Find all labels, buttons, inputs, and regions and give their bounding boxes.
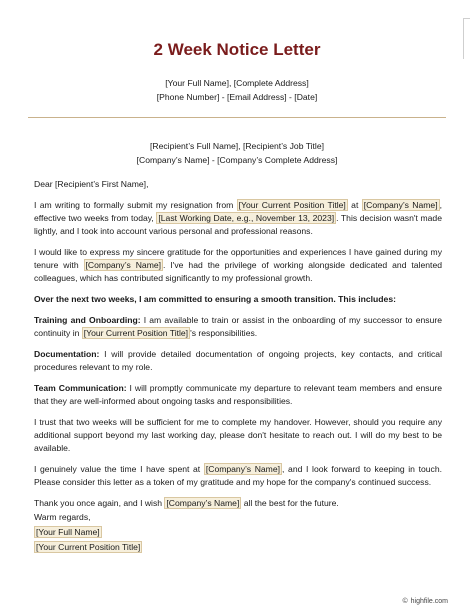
item-label: Documentation: (34, 349, 100, 359)
placeholder-field: [Last Working Date, e.g., November 13, 2023] (158, 213, 335, 223)
signature-name: [Your Full Name] (36, 527, 100, 537)
item-label: Training and Onboarding: (34, 315, 141, 325)
paragraph-training (34, 314, 442, 340)
footer-site: highfile.com (410, 598, 448, 605)
text-span: I will promptly communicate my departure to relevant team members and ensure that they are well-informed about ongoing tasks and responsibilities. (34, 383, 442, 406)
paragraph-value (34, 463, 442, 489)
bold-text: Over the next two weeks, I am committed to ensuring a smooth transition. This includes: (34, 294, 396, 304)
paragraph-thanks (34, 497, 442, 510)
placeholder-field: [Your Current Position Title] (83, 328, 189, 338)
recipient-block (0, 139, 474, 167)
text-span: I am writing to formally submit my resignation from (34, 200, 237, 210)
text-span: I would like to express my sincere gratitude for the opportunities and experiences I have gained during my tenure with (34, 247, 442, 270)
paragraph-handover: I trust that two weeks will be sufficient for me to complete my handover. However, should you require any additional support beyond my last working day, please don't hesitate to reach out. I will do my best to be available. (34, 417, 442, 453)
footer (402, 598, 448, 605)
placeholder-field: [Company’s Name] (205, 464, 281, 474)
header-divider (28, 117, 446, 118)
paragraph-transition-heading (34, 293, 442, 306)
text-span: . I've had the privilege of working alongside dedicated and talented colleagues, which has contributed significantly to my professional growth. (34, 260, 443, 283)
text-span: Thank you once again, and I wish (34, 498, 165, 508)
text-span: , effective two weeks from today, (34, 200, 442, 223)
paragraph-documentation (34, 348, 442, 374)
text-span: . This decision wasn't made lightly, and I took into account various personal and professional reasons. (34, 213, 442, 236)
placeholder-field: [Company’s Name] (85, 260, 162, 270)
text-span: all the best for the future. (241, 498, 339, 508)
copyright-icon: © (402, 598, 408, 605)
sender-block (0, 76, 474, 104)
sender-line-2: [Phone Number] - [Email Address] - [Date] (156, 92, 318, 102)
signature-block (34, 510, 142, 555)
text-span: I am available to train or assist in the onboarding of my successor to ensure continuity in (34, 315, 442, 338)
recipient-line-1: [Recipient’s Full Name], [Recipient’s Job Title] (149, 141, 325, 151)
placeholder-field: [Your Current Position Title] (238, 200, 346, 210)
text-span: at (347, 200, 362, 210)
closing-regards: Warm regards, (34, 512, 91, 522)
placeholder-field: [Company’s Name] (166, 498, 240, 508)
paragraph-team-communication (34, 382, 442, 408)
greeting: Dear [Recipient’s First Name], (34, 179, 149, 189)
text-span: I will provide detailed documentation of ongoing projects, key contacts, and critical procedures relevant to my role. (34, 349, 442, 372)
item-label: Team Communication: (34, 383, 127, 393)
paragraph-gratitude (34, 246, 442, 285)
text-span: I genuinely value the time I have spent at (34, 464, 204, 474)
letter-body (34, 178, 442, 518)
paragraph-resignation (34, 199, 442, 238)
text-span: , and I look forward to keeping in touch. Please consider this letter as a token of my gratitude and my hope for the company's continued success. (34, 464, 442, 487)
placeholder-field: [Company’s Name] (363, 200, 438, 210)
sender-line-1: [Your Full Name], [Complete Address] (165, 78, 309, 88)
signature-position: [Your Current Position Title] (36, 542, 141, 552)
text-span: 's responsibilities. (190, 328, 258, 338)
page-title: 2 Week Notice Letter (153, 40, 321, 59)
recipient-line-2: [Company’s Name] - [Company’s Complete Address] (136, 155, 338, 165)
